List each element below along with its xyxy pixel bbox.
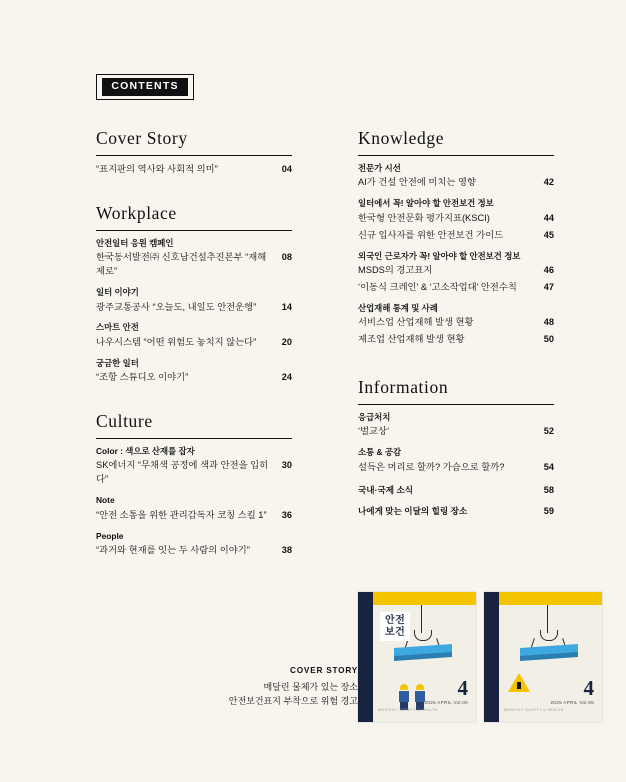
toc-entry[interactable] [358,333,554,347]
toc-kicker: People [96,530,124,541]
worker-figure-icon [398,684,410,710]
toc-kicker: Color : 색으로 산재를 잡자 [96,446,195,456]
section-title: Information [358,376,449,397]
toc-entry[interactable] [96,251,292,279]
toc-entry-page: 36 [281,509,292,520]
toc-entry-page: 46 [543,264,554,275]
toc-kicker: 산업재해 통계 및 사례 [358,302,438,313]
toc-entry[interactable] [358,505,554,518]
toc-entry-page: 44 [543,212,554,223]
toc-entry-title: 설득은 머리로 할까? 가슴으로 할까? [358,461,505,472]
cover-issue-meta: 2025 APRIL Vol.06 [424,700,468,706]
toc-entry[interactable] [96,509,292,523]
toc-entry-title: 국내·국제 소식 [358,484,414,495]
toc-entry-title: ‘벌교상’ [358,426,390,437]
section-title: Cover Story [96,128,188,148]
toc-entry-title: ‘이동식 크레인’ & ‘고소작업대’ 안전수칙 [358,281,517,292]
toc-entry-page: 58 [543,484,554,495]
toc-entry[interactable] [358,316,554,330]
toc-entry[interactable] [96,336,292,350]
cover-cable-icon [421,605,422,633]
toc-entry-page: 52 [543,426,554,437]
toc-entry-page: 14 [281,301,292,312]
left-column [96,128,292,561]
section-divider [358,404,554,405]
cover-hook-icon [540,630,558,641]
toc-kicker: 응급처치 [358,411,391,422]
toc-kicker: 안전일터 응원 캠페인 [96,237,174,248]
cover-title-line-2: 보건 [385,626,406,638]
toc-entry[interactable] [358,425,554,439]
toc-entry-title: 제조업 산업재해 발생 현황 [358,334,465,344]
cover-title-line-1: 안전 [385,615,406,626]
toc-entry-title: “표지판의 역사와 사회적 의미” [96,164,218,174]
worker-body-icon [399,691,409,702]
toc-kicker: Note [96,495,115,506]
cover-side-band [484,592,499,722]
section-cover-story [96,128,292,177]
toc-entry-title: 한국형 안전문화 평가지표(KSCI) [358,212,490,223]
section-title: Workplace [96,202,177,223]
toc-kicker: 소통 & 공감 [358,447,402,458]
toc-entry-page: 54 [543,461,554,472]
toc-entry-page: 04 [281,164,292,174]
toc-kicker: 일터 이야기 [96,287,139,298]
cover-thumbnail-2 [484,592,602,722]
cover-issue-block [425,678,469,706]
section-divider [96,438,292,439]
toc-entry-page: 08 [281,252,292,263]
toc-kicker: 일터에서 꼭! 알아야 할 안전보건 정보 [358,198,494,209]
right-column [358,128,554,521]
toc-entry[interactable] [96,371,292,385]
toc-entry[interactable] [358,264,554,278]
toc-entry-page: 20 [281,336,292,347]
toc-entry-title: “과거와 현재를 잇는 두 사람의 이야기” [96,544,250,555]
toc-entry-title: 나우시스템 “어떤 위험도 놓치지 않는다” [96,336,257,347]
toc-entry[interactable] [358,176,554,190]
toc-entry-page: 30 [281,460,292,471]
cover-issue-meta: 2025 APRIL Vol.06 [550,700,594,706]
cover-side-text: MONTHLY SAFETY & HEALTH [378,708,438,712]
toc-kicker: 전문가 시선 [358,163,401,173]
toc-kicker: 스마트 안전 [96,322,139,333]
toc-entry-title: SK에너지 “무채색 공정에 색과 안전을 입히다” [96,460,269,485]
warning-triangle-icon [508,673,530,692]
toc-entry[interactable] [96,301,292,315]
cover-hook-icon [414,630,432,641]
section-culture [96,411,292,558]
section-divider [96,230,292,231]
contents-badge-label: CONTENTS [102,78,187,96]
toc-entry[interactable] [358,281,554,295]
toc-entry-title: 광주교통공사 “오늘도, 내일도 안전운행” [96,301,257,312]
worker-body-icon [415,691,425,702]
cover-title-box [380,612,410,641]
section-divider [358,155,554,156]
cover-side-band [358,592,373,722]
toc-entry-title: “안전 소통을 위한 관리감독자 코칭 스킬 1” [96,509,267,520]
cover-thumbnail-1 [358,592,476,722]
toc-entry-title: “조항 스튜디오 이야기” [96,372,189,383]
toc-entry-page: 24 [281,372,292,383]
cover-story-line-2: 안전보건표지 부착으로 위험 경고 [228,696,358,707]
section-title: Knowledge [358,128,445,148]
toc-entry-title: AI가 건설 안전에 미치는 영향 [358,177,476,188]
toc-entry[interactable] [358,229,554,243]
toc-entry[interactable] [96,544,292,558]
toc-entry[interactable] [96,459,292,487]
cover-beam-icon [373,592,476,605]
toc-entry-page: 42 [543,177,554,188]
section-workplace [96,203,292,385]
cover-side-text: MONTHLY SAFETY & HEALTH [504,708,564,712]
cover-beam-icon [499,592,602,605]
toc-entry-title: 한국동서발전㈜ 신호남건설추진본부 “재해 제로” [96,252,267,277]
section-knowledge [358,128,554,347]
toc-entry-page: 45 [543,229,554,240]
toc-entry-page: 38 [281,544,292,555]
toc-entry[interactable] [358,484,554,497]
cover-story-line-1: 매달린 물체가 있는 장소 [263,682,358,692]
contents-badge [96,74,194,100]
toc-entry-page: 47 [543,281,554,292]
toc-entry-title: 서비스업 산업재해 발생 현황 [358,317,474,328]
cover-story-caption [148,666,358,709]
toc-entry-title: 신규 입사자를 위한 안전보건 가이드 [358,229,504,240]
toc-kicker: 궁금한 일터 [96,357,139,368]
toc-entry[interactable] [96,163,292,177]
toc-entry[interactable] [358,212,554,226]
toc-entry-page: 48 [543,317,554,328]
cover-story-label: COVER STORY [290,666,358,675]
section-information [358,377,554,518]
section-title: Culture [96,411,153,431]
worker-helmet-icon [400,684,408,690]
toc-entry-page: 50 [543,334,554,344]
worker-helmet-icon [416,684,424,690]
toc-entry[interactable] [358,461,554,475]
cover-thumbnails [358,592,602,722]
toc-entry-page: 59 [543,506,554,517]
toc-entry-title: 나에게 맞는 이달의 힐링 장소 [358,506,468,517]
toc-kicker: 외국인 근로자가 꼭! 알아야 할 안전보건 정보 [358,250,521,261]
cover-issue-number: 4 [583,676,594,701]
cover-issue-block [551,678,595,706]
section-divider [96,155,292,156]
cover-issue-number: 4 [457,676,468,701]
cover-cable-icon [547,605,548,633]
toc-entry-title: MSDS의 경고표지 [358,264,433,275]
